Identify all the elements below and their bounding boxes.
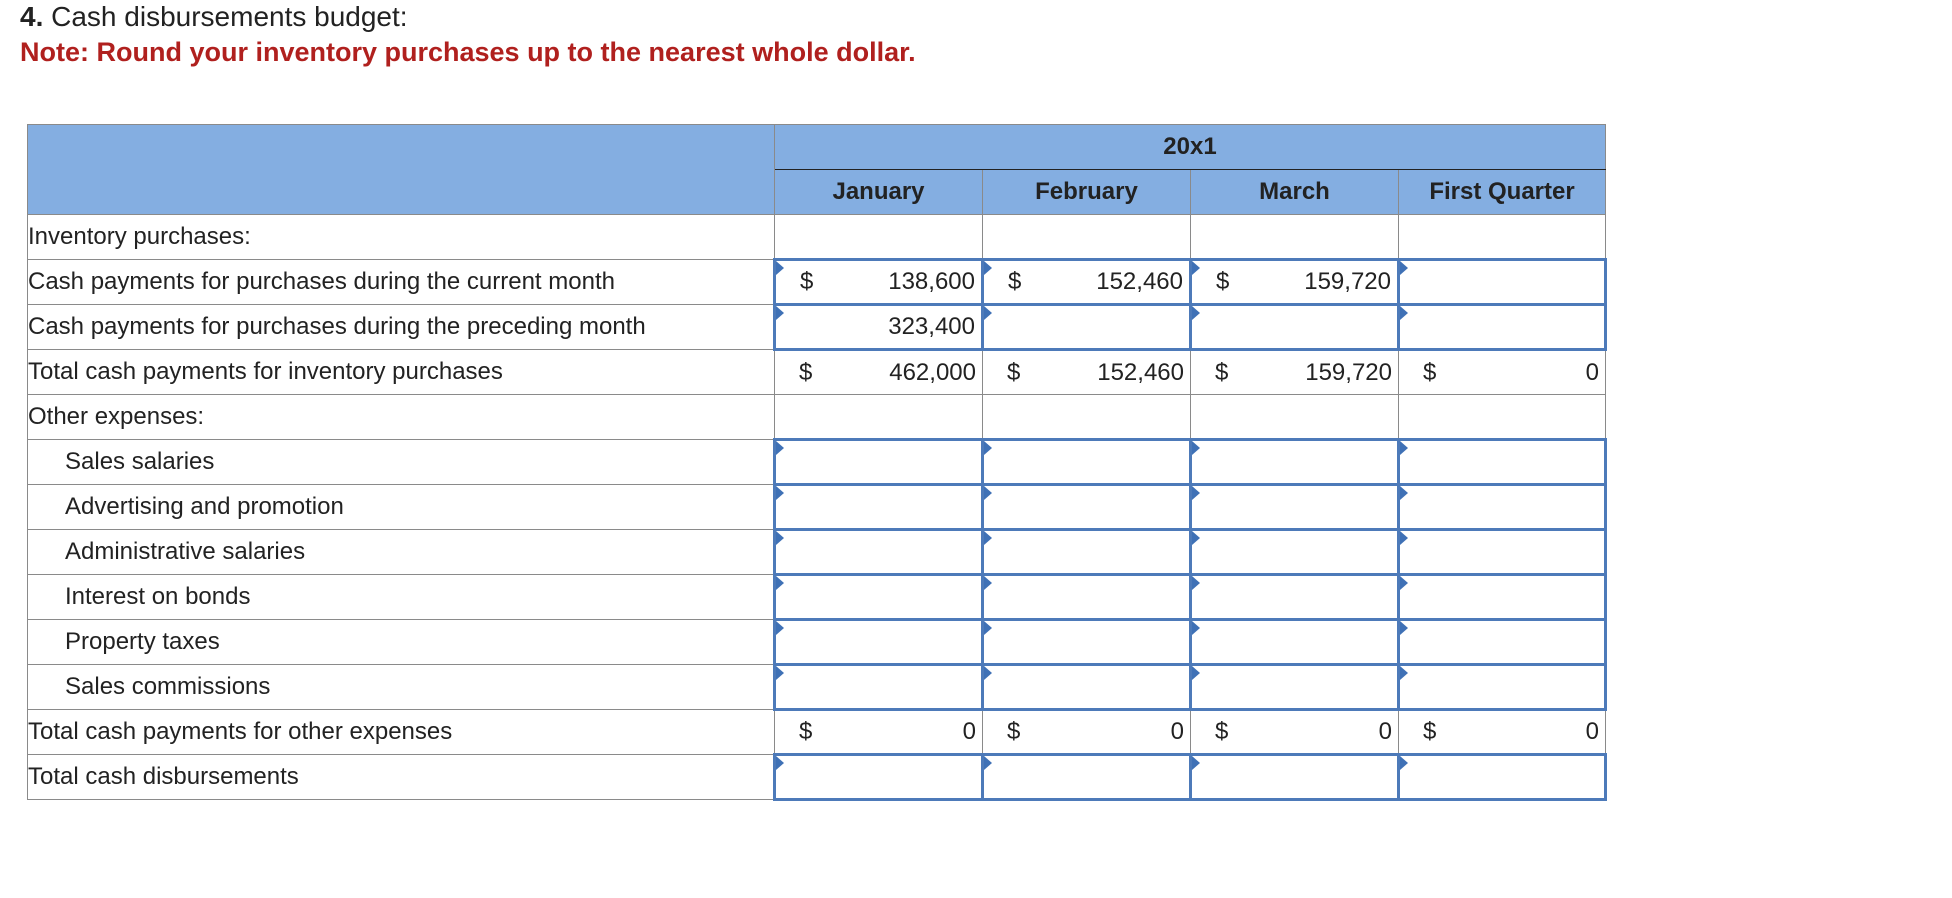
total-cell-january	[775, 710, 983, 755]
input-cell-first-quarter[interactable]	[1399, 530, 1606, 575]
input-marker-icon	[1400, 666, 1408, 680]
question-heading	[20, 0, 408, 34]
row-label: Administrative salaries	[28, 530, 775, 575]
table-row	[28, 440, 1606, 485]
cell-value: 138,600	[888, 268, 975, 295]
cell-value: 323,400	[888, 313, 975, 340]
input-cell-first-quarter[interactable]	[1399, 260, 1606, 305]
row-label: Sales commissions	[28, 665, 775, 710]
row-label: Advertising and promotion	[28, 485, 775, 530]
column-header-march: March	[1191, 170, 1399, 215]
input-marker-icon	[984, 576, 992, 590]
total-cell-february	[983, 350, 1191, 395]
table-row	[28, 665, 1606, 710]
question-title: Cash disbursements budget:	[51, 1, 408, 32]
row-label: Total cash disbursements	[28, 755, 775, 800]
input-marker-icon	[776, 576, 784, 590]
total-cell-march	[1191, 350, 1399, 395]
input-cell-march[interactable]	[1191, 530, 1399, 575]
blank-cell-january	[775, 215, 983, 260]
row-label: Interest on bonds	[28, 575, 775, 620]
total-cell-first-quarter	[1399, 350, 1606, 395]
cell-value: 159,720	[1305, 358, 1392, 386]
blank-cell-first-quarter	[1399, 215, 1606, 260]
row-label: Inventory purchases:	[28, 215, 775, 260]
input-cell-february[interactable]	[983, 530, 1191, 575]
input-marker-icon	[984, 306, 992, 320]
input-marker-icon	[1400, 621, 1408, 635]
input-marker-icon	[984, 756, 992, 770]
input-cell-january[interactable]	[775, 665, 983, 710]
input-cell-january[interactable]	[775, 530, 983, 575]
input-cell-february[interactable]	[983, 485, 1191, 530]
input-cell-january[interactable]	[775, 305, 983, 350]
row-label: Property taxes	[28, 620, 775, 665]
input-marker-icon	[1192, 576, 1200, 590]
input-cell-january[interactable]	[775, 260, 983, 305]
input-marker-icon	[776, 486, 784, 500]
input-marker-icon	[1192, 441, 1200, 455]
blank-cell-march	[1191, 215, 1399, 260]
currency-symbol: $	[1007, 718, 1021, 745]
input-cell-first-quarter[interactable]	[1399, 755, 1606, 800]
input-marker-icon	[984, 666, 992, 680]
rounding-note: Note: Round your inventory purchases up to the nearest whole dollar.	[20, 37, 916, 67]
cell-value: 0	[1378, 718, 1392, 745]
input-marker-icon	[1192, 756, 1200, 770]
year-header: 20x1	[775, 125, 1606, 170]
cell-value: 152,460	[1096, 268, 1183, 295]
input-cell-march[interactable]	[1191, 440, 1399, 485]
input-marker-icon	[776, 531, 784, 545]
question-number: 4.	[20, 1, 44, 32]
input-cell-january[interactable]	[775, 755, 983, 800]
cell-value: 0	[1585, 718, 1599, 745]
input-cell-first-quarter[interactable]	[1399, 440, 1606, 485]
input-marker-icon	[1400, 441, 1408, 455]
table-row	[28, 260, 1606, 305]
input-marker-icon	[1400, 306, 1408, 320]
total-cell-february	[983, 710, 1191, 755]
input-cell-march[interactable]	[1191, 485, 1399, 530]
input-marker-icon	[1192, 621, 1200, 635]
input-marker-icon	[776, 261, 784, 275]
input-cell-first-quarter[interactable]	[1399, 305, 1606, 350]
input-cell-first-quarter[interactable]	[1399, 665, 1606, 710]
input-marker-icon	[776, 666, 784, 680]
row-label: Cash payments for purchases during the preceding month	[28, 305, 775, 350]
table-row	[28, 530, 1606, 575]
input-marker-icon	[1192, 531, 1200, 545]
input-cell-march[interactable]	[1191, 755, 1399, 800]
input-cell-march[interactable]	[1191, 305, 1399, 350]
input-marker-icon	[984, 531, 992, 545]
input-marker-icon	[776, 621, 784, 635]
input-cell-january[interactable]	[775, 575, 983, 620]
cell-value: 152,460	[1097, 358, 1184, 386]
currency-symbol: $	[1215, 358, 1229, 386]
currency-symbol: $	[799, 358, 813, 386]
input-cell-february[interactable]	[983, 665, 1191, 710]
input-marker-icon	[1400, 576, 1408, 590]
cell-value: 0	[1170, 718, 1184, 745]
cell-value: 0	[962, 718, 976, 745]
currency-symbol: $	[1215, 718, 1229, 745]
currency-symbol: $	[1216, 268, 1230, 295]
row-label: Total cash payments for other expenses	[28, 710, 775, 755]
input-cell-first-quarter[interactable]	[1399, 485, 1606, 530]
blank-cell-january	[775, 395, 983, 440]
row-label: Other expenses:	[28, 395, 775, 440]
table-row	[28, 215, 1606, 260]
table-row	[28, 395, 1606, 440]
row-label: Sales salaries	[28, 440, 775, 485]
input-cell-march[interactable]	[1191, 575, 1399, 620]
input-marker-icon	[776, 441, 784, 455]
table-row	[28, 620, 1606, 665]
column-header-january: January	[775, 170, 983, 215]
currency-symbol: $	[1423, 718, 1437, 745]
header-row-year	[28, 125, 1606, 170]
column-header-february: February	[983, 170, 1191, 215]
cell-value: 462,000	[889, 358, 976, 386]
total-cell-march	[1191, 710, 1399, 755]
input-cell-january[interactable]	[775, 440, 983, 485]
input-cell-february[interactable]	[983, 620, 1191, 665]
total-cell-january	[775, 350, 983, 395]
table-row	[28, 305, 1606, 350]
blank-cell-february	[983, 395, 1191, 440]
input-cell-february[interactable]	[983, 755, 1191, 800]
input-cell-first-quarter[interactable]	[1399, 620, 1606, 665]
column-header-first-quarter: First Quarter	[1399, 170, 1606, 215]
input-marker-icon	[1192, 261, 1200, 275]
cell-value: 0	[1585, 358, 1599, 386]
input-cell-february[interactable]	[983, 305, 1191, 350]
input-cell-january[interactable]	[775, 485, 983, 530]
input-cell-march[interactable]	[1191, 260, 1399, 305]
blank-cell-february	[983, 215, 1191, 260]
input-marker-icon	[776, 756, 784, 770]
input-cell-march[interactable]	[1191, 620, 1399, 665]
blank-cell-march	[1191, 395, 1399, 440]
currency-symbol: $	[1008, 268, 1022, 295]
currency-symbol: $	[1007, 358, 1021, 386]
input-marker-icon	[1400, 261, 1408, 275]
table-row	[28, 575, 1606, 620]
input-marker-icon	[984, 261, 992, 275]
input-marker-icon	[984, 441, 992, 455]
input-marker-icon	[1400, 486, 1408, 500]
input-cell-february[interactable]	[983, 440, 1191, 485]
cell-value: 159,720	[1304, 268, 1391, 295]
currency-symbol: $	[800, 268, 814, 295]
table-row	[28, 350, 1606, 395]
input-marker-icon	[776, 306, 784, 320]
table-row	[28, 485, 1606, 530]
input-marker-icon	[1192, 486, 1200, 500]
table-row	[28, 710, 1606, 755]
input-marker-icon	[1400, 756, 1408, 770]
header-corner-cell	[28, 125, 775, 215]
input-marker-icon	[1192, 306, 1200, 320]
input-cell-february[interactable]	[983, 260, 1191, 305]
blank-cell-first-quarter	[1399, 395, 1606, 440]
input-cell-march[interactable]	[1191, 665, 1399, 710]
table-row	[28, 755, 1606, 800]
input-cell-january[interactable]	[775, 620, 983, 665]
input-cell-february[interactable]	[983, 575, 1191, 620]
row-label: Cash payments for purchases during the current month	[28, 260, 775, 305]
input-marker-icon	[1400, 531, 1408, 545]
row-label: Total cash payments for inventory purchases	[28, 350, 775, 395]
input-cell-first-quarter[interactable]	[1399, 575, 1606, 620]
input-marker-icon	[1192, 666, 1200, 680]
currency-symbol: $	[1423, 358, 1437, 386]
total-cell-first-quarter	[1399, 710, 1606, 755]
input-marker-icon	[984, 486, 992, 500]
input-marker-icon	[984, 621, 992, 635]
currency-symbol: $	[799, 718, 813, 745]
cash-disbursements-table	[27, 124, 1607, 801]
